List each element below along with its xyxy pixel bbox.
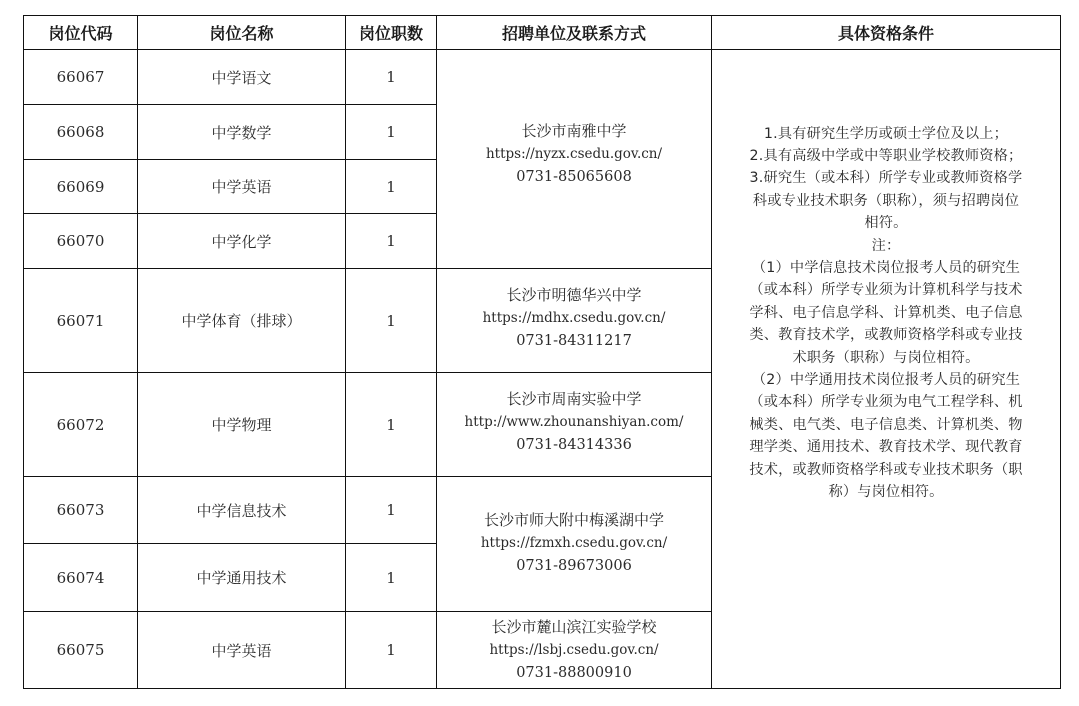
position-name: 中学体育（排球）: [138, 269, 346, 373]
recruiting-unit-cell: [437, 269, 712, 373]
position-code: 66068: [24, 105, 138, 160]
school-name: 长沙市周南实验中学: [506, 390, 642, 408]
requirement-line: （2）中学通用技术岗位报考人员的研究生: [751, 372, 1021, 389]
school-name: 长沙市师大附中梅溪湖中学: [483, 511, 664, 529]
qualifications-cell: [712, 50, 1061, 689]
position-count: 1: [346, 612, 437, 689]
position-count: 1: [346, 105, 437, 160]
requirement-line: 理学类、通用技术、教育技术学、现代教育: [749, 439, 1023, 456]
requirement-line: （或本科）所学专业须为电气工程学科、机: [749, 394, 1023, 411]
school-name: 长沙市南雅中学: [521, 122, 627, 140]
school-url: https://lsbj.csedu.gov.cn/: [489, 642, 659, 658]
position-count: 1: [346, 50, 437, 105]
table-row: [24, 50, 1061, 105]
position-count: 1: [346, 160, 437, 214]
header-recruiting-unit: 招聘单位及联系方式: [437, 16, 712, 50]
school-phone: 0731-84314336: [516, 437, 632, 453]
position-code: 66070: [24, 214, 138, 269]
position-code: 66072: [24, 373, 138, 477]
position-name: 中学英语: [138, 160, 346, 214]
position-name: 中学英语: [138, 612, 346, 689]
header-qualifications: 具体资格条件: [712, 16, 1061, 50]
requirement-line: 称）与岗位相符。: [828, 484, 944, 501]
header-position-count: 岗位职数: [346, 16, 437, 50]
school-phone: 0731-85065608: [516, 169, 632, 185]
position-name: 中学数学: [138, 105, 346, 160]
requirement-line: 2.具有高级中学或中等职业学校教师资格；: [749, 147, 1023, 164]
recruiting-unit-cell: [437, 50, 712, 269]
position-name: 中学化学: [138, 214, 346, 269]
requirement-line: （1）中学信息技术岗位报考人员的研究生: [751, 259, 1021, 276]
position-count: 1: [346, 477, 437, 544]
school-phone: 0731-84311217: [516, 333, 632, 349]
requirement-line: 相符。: [864, 215, 908, 232]
position-code: 66069: [24, 160, 138, 214]
school-url: https://nyzx.csedu.gov.cn/: [485, 146, 663, 162]
requirement-line: 械类、电气类、电子信息类、计算机类、物: [749, 416, 1023, 433]
school-url: https://fzmxh.csedu.gov.cn/: [480, 535, 668, 551]
position-count: 1: [346, 544, 437, 612]
header-row: [24, 16, 1061, 50]
position-code: 66075: [24, 612, 138, 689]
requirement-line: 学科、电子信息学科、计算机类、电子信息: [749, 304, 1023, 321]
position-code: 66074: [24, 544, 138, 612]
school-url: http://www.zhounanshiyan.com/: [464, 414, 684, 430]
recruiting-unit-cell: [437, 373, 712, 477]
school-url: https://mdhx.csedu.gov.cn/: [482, 310, 666, 326]
position-name: 中学信息技术: [138, 477, 346, 544]
recruiting-unit-cell: [437, 612, 712, 689]
recruiting-unit-cell: [437, 477, 712, 612]
position-name: 中学通用技术: [138, 544, 346, 612]
school-phone: 0731-88800910: [516, 665, 632, 681]
school-phone: 0731-89673006: [516, 558, 632, 574]
position-name: 中学语文: [138, 50, 346, 105]
requirement-line: 类、教育技术学，或教师资格学科或专业技: [749, 327, 1023, 344]
requirement-note-label: 注：: [871, 237, 901, 254]
school-name: 长沙市明德华兴中学: [506, 286, 642, 304]
requirement-line: 1.具有研究生学历或硕士学位及以上；: [763, 125, 1009, 142]
header-position-name: 岗位名称: [138, 16, 346, 50]
requirement-line: 科或专业技术职务（职称），须与招聘岗位: [752, 192, 1020, 209]
requirement-line: （或本科）所学专业须为计算机科学与技术: [749, 282, 1023, 299]
requirement-line: 技术，或教师资格学科或专业技术职务（职: [749, 461, 1023, 478]
requirement-line: 3.研究生（或本科）所学专业或教师资格学: [749, 170, 1023, 187]
header-position-code: 岗位代码: [24, 16, 138, 50]
position-code: 66067: [24, 50, 138, 105]
position-code: 66071: [24, 269, 138, 373]
requirement-line: 术职务（职称）与岗位相符。: [792, 349, 980, 366]
position-code: 66073: [24, 477, 138, 544]
position-count: 1: [346, 373, 437, 477]
recruitment-table: [23, 15, 1061, 689]
position-count: 1: [346, 214, 437, 269]
school-name: 长沙市麓山滨江实验学校: [491, 618, 657, 636]
position-name: 中学物理: [138, 373, 346, 477]
position-count: 1: [346, 269, 437, 373]
